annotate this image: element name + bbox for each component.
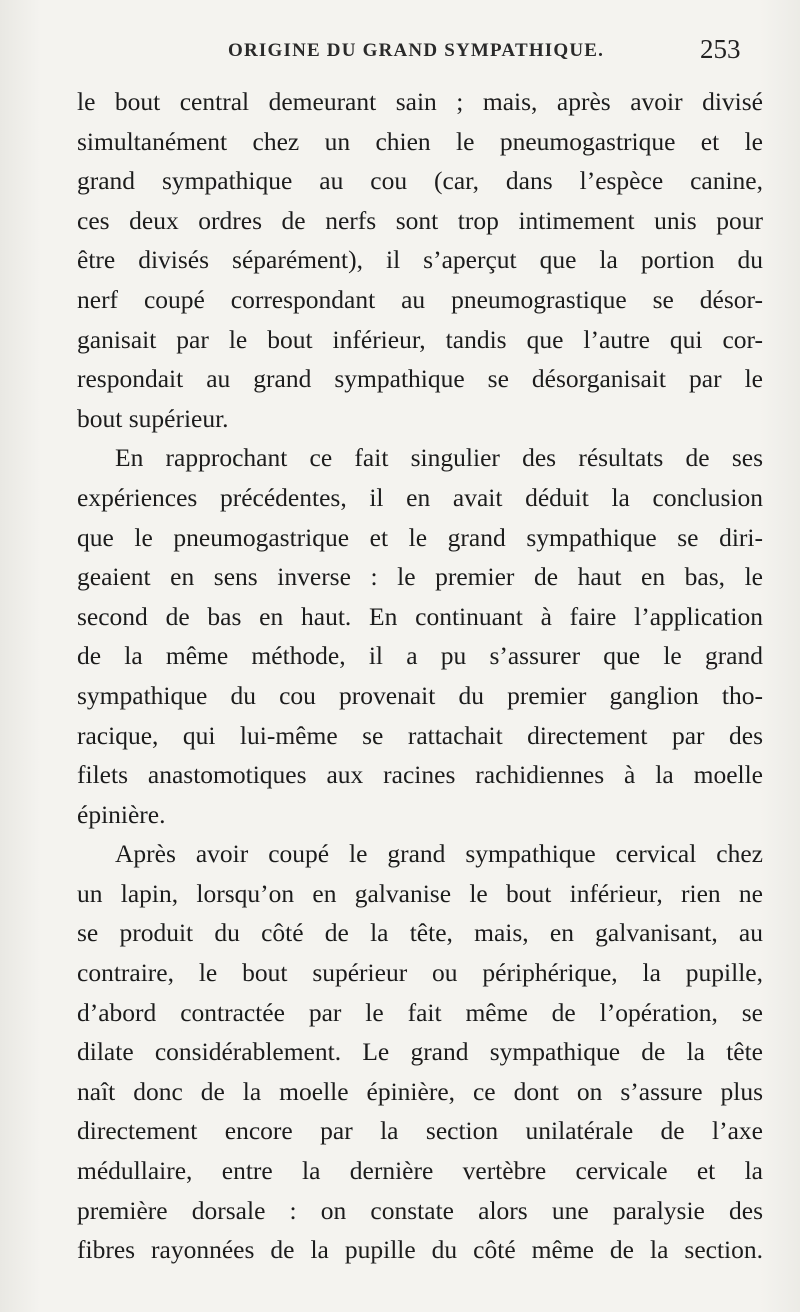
- paragraph-3: [77, 834, 763, 1270]
- text-line: de la même méthode, il a pu s’assurer que le grand: [77, 641, 763, 671]
- text-line: directement encore par la section unilatérale de l’axe: [77, 1116, 763, 1146]
- text-line: expériences précédentes, il en avait déduit la conclusion: [77, 482, 763, 512]
- text-line: se produit du côté de la tête, mais, en galvanisant, au: [77, 918, 763, 948]
- text-line: un lapin, lorsqu’on en galvanise le bout inférieur, rien ne: [77, 878, 763, 908]
- text-line: sympathique du cou provenait du premier ganglion tho-: [77, 680, 763, 710]
- text-line: bout supérieur.: [77, 403, 229, 433]
- text-line: second de bas en haut. En continuant à faire l’application: [77, 601, 763, 631]
- text-line: nerf coupé correspondant au pneumograstique se désor-: [77, 284, 763, 314]
- text-line: que le pneumogastrique et le grand sympathique se diri-: [77, 522, 763, 552]
- text-line: naît donc de la moelle épinière, ce dont on s’assure plus: [77, 1076, 763, 1106]
- text-line: respondait au grand sympathique se désorganisait par le: [77, 364, 763, 394]
- text-line: ces deux ordres de nerfs sont trop intimement unis pour: [77, 205, 763, 235]
- text-line: racique, qui lui-même se rattachait directement par des: [77, 720, 763, 750]
- paragraph-1: [77, 82, 763, 438]
- text-line: grand sympathique au cou (car, dans l’espèce canine,: [77, 166, 763, 196]
- text-line: En rapprochant ce fait singulier des résultats de ses: [115, 443, 763, 473]
- paragraph-2: [77, 438, 763, 834]
- text-line: ganisait par le bout inférieur, tandis que l’autre qui cor-: [77, 324, 763, 354]
- text-line: contraire, le bout supérieur ou périphérique, la pupille,: [77, 958, 763, 988]
- text-line: simultanément chez un chien le pneumogastrique et le: [77, 126, 763, 156]
- text-line: épinière.: [77, 799, 166, 829]
- body-text: [77, 82, 763, 1270]
- text-line: première dorsale : on constate alors une paralysie des: [77, 1195, 763, 1225]
- page-number: 253: [700, 34, 741, 64]
- text-line: fibres rayonnées de la pupille du côté même de la section.: [77, 1235, 763, 1265]
- text-line: médullaire, entre la dernière vertèbre cervicale et la: [77, 1156, 763, 1186]
- text-line: geaient en sens inverse : le premier de haut en bas, le: [77, 562, 763, 592]
- running-head: [0, 34, 800, 66]
- text-line: le bout central demeurant sain ; mais, après avoir divisé: [77, 87, 763, 116]
- text-line: d’abord contractée par le fait même de l’opération, se: [77, 997, 763, 1027]
- text-line: filets anastomotiques aux racines rachidiennes à la moelle: [77, 760, 763, 790]
- text-line: être divisés séparément), il s’aperçut que la portion du: [77, 245, 763, 275]
- text-line: dilate considérablement. Le grand sympathique de la tête: [77, 1037, 763, 1067]
- text-line: Après avoir coupé le grand sympathique cervical chez: [115, 839, 763, 869]
- running-head-title: ORIGINE DU GRAND SYMPATHIQUE.: [228, 40, 605, 61]
